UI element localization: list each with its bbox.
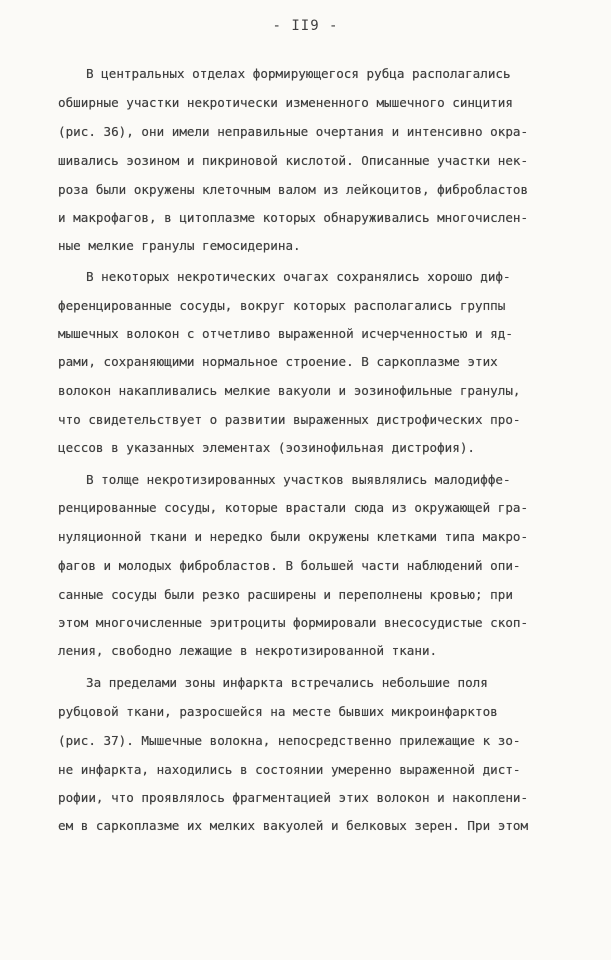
- text-line: рами, сохраняющими нормальное строение. В саркоплазме этих: [58, 354, 498, 369]
- text-line: этом многочисленные эритроциты формировали внесосудистые скоп-: [58, 615, 529, 630]
- page-number: - II9 -: [272, 18, 339, 34]
- text-line: и макрофагов, в цитоплазме которых обнаруживались многочислен-: [58, 210, 529, 225]
- text-line: нуляционной ткани и нередко были окружены клетками типа макро-: [58, 529, 529, 544]
- text-line: рофии, что проявлялось фрагментацией этих волокон и накоплени-: [58, 790, 529, 805]
- text-line: (рис. 37). Мышечные волокна, непосредственно прилежащие к зо-: [58, 733, 521, 748]
- text-line: что свидетельствует о развитии выраженных дистрофических про-: [58, 412, 521, 427]
- text-line: обширные участки некротически измененного мышечного синцития: [58, 95, 513, 110]
- text-line: В центральных отделах формирующегося рубца располагались: [86, 66, 511, 81]
- text-line: ем в саркоплазме их мелких вакуолей и белковых зерен. При этом: [58, 818, 529, 833]
- text-line: ные мелкие гранулы гемосидерина.: [58, 238, 301, 253]
- text-line: В толще некротизированных участков выявлялись малодиффе-: [86, 472, 511, 487]
- text-line: (рис. 36), они имели неправильные очертания и интенсивно окра-: [58, 124, 529, 139]
- text-line: ления, свободно лежащие в некротизированной ткани.: [58, 643, 438, 658]
- text-line: мышечных волокон с отчетливо выраженной исчерченностью и яд-: [58, 326, 513, 341]
- text-line: ференцированные сосуды, вокруг которых располагались группы: [58, 298, 506, 313]
- text-line: шивались эозином и пикриновой кислотой. Описанные участки нек-: [58, 153, 529, 168]
- text-line: волокон накапливались мелкие вакуоли и эозинофильные гранулы,: [58, 383, 521, 398]
- text-line: цессов в указанных элементах (эозинофильная дистрофия).: [58, 440, 476, 455]
- text-line: В некоторых некротических очагах сохранялись хорошо диф-: [86, 269, 511, 284]
- text-line: не инфаркта, находились в состоянии умеренно выраженной дист-: [58, 762, 521, 777]
- text-line: рубцовой ткани, разросшейся на месте бывших микроинфарктов: [58, 704, 498, 719]
- text-line: санные сосуды были резко расширены и переполнены кровью; при: [58, 587, 513, 602]
- text-line: За пределами зоны инфаркта встречались небольшие поля: [86, 675, 488, 690]
- text-line: ренцированные сосуды, которые врастали сюда из окружающей гра-: [58, 500, 529, 515]
- text-line: роза были окружены клеточным валом из лейкоцитов, фибробластов: [58, 182, 529, 197]
- text-line: фагов и молодых фибробластов. В большей части наблюдений опи-: [58, 558, 521, 573]
